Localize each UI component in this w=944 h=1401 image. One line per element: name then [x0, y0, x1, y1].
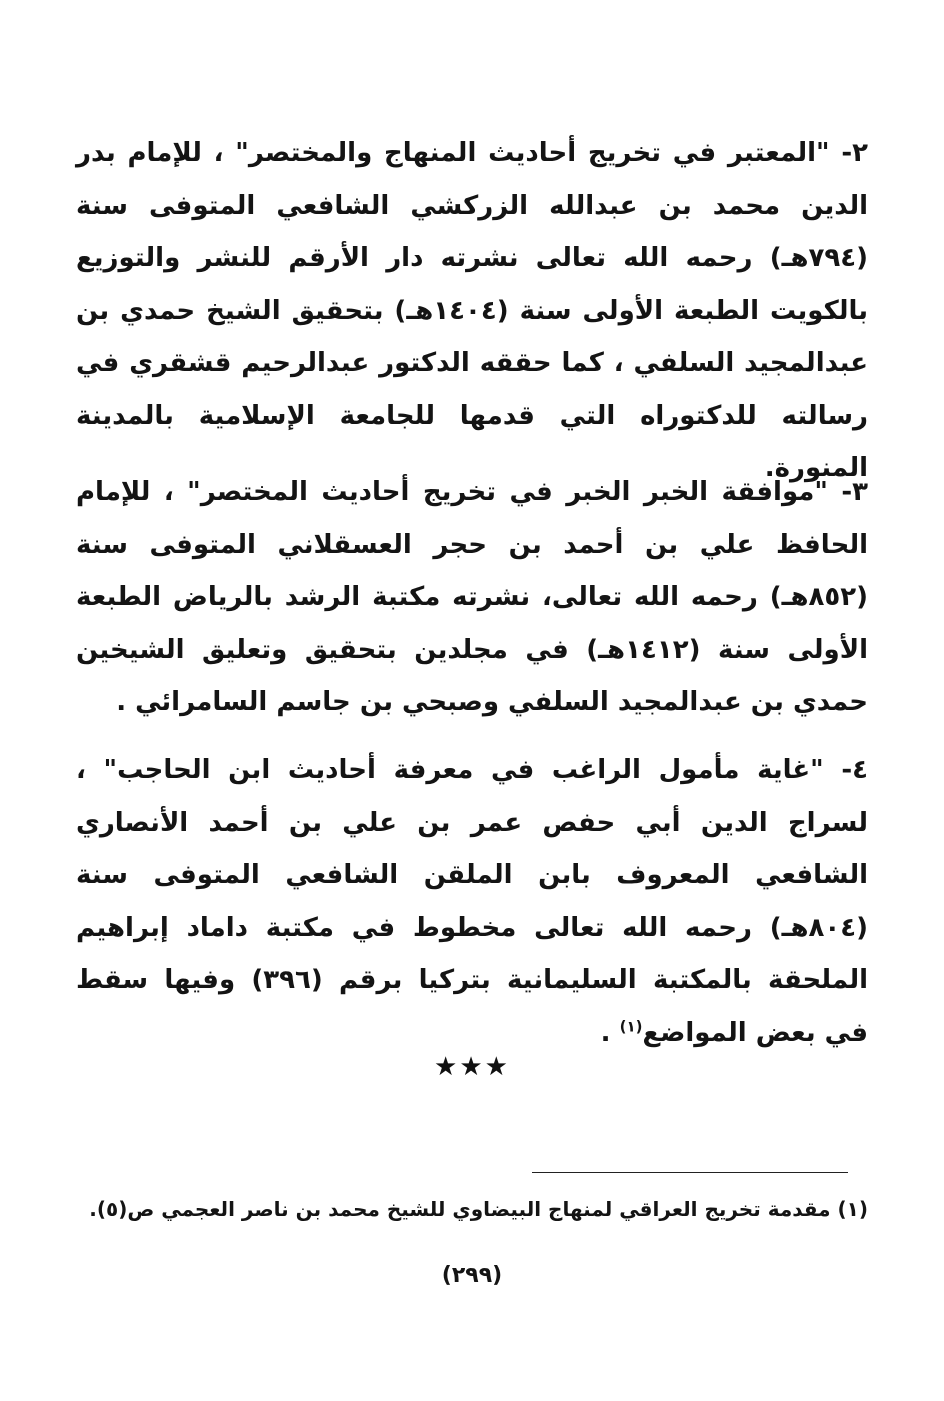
page-number: (٢٩٩) [441, 1263, 503, 1288]
footnote-text: (١) مقدمة تخريج العراقي لمنهاج البيضاوي للشيخ محمد بن ناصر العجمي ص(٥). [89, 1197, 868, 1221]
paragraph-item-4-tail: . [600, 1017, 620, 1048]
paragraph-item-2-text: ٢- "المعتبر في تخريج أحاديث المنهاج والمختصر" ، للإمام بدر الدين محمد بن عبدالله الزركشي الشافعي المتوفى سنة (٧٩٤هـ) رحمه الله تعالى نشرته دار الأرقم للنشر والتوزيع بالكويت الطبعة الأولى سنة (١٤٠٤هـ) بتحقيق الشيخ حمدي بن عبدالمجيد السلفي ، كما حققه الدكتور عبدالرحيم قشقري في رسالته للدكتوراه التي قدمها للجامعة الإسلامية بالمدينة المنورة. [76, 138, 868, 483]
paragraph-item-4 [76, 744, 868, 1059]
footnote-divider [532, 1172, 848, 1173]
footnote-reference: (١) [619, 1016, 643, 1035]
paragraph-item-4-text: ٤- "غاية مأمول الراغب في معرفة أحاديث ابن الحاجب" ، لسراج الدين أبي حفص عمر بن علي بن أحمد الأنصاري الشافعي المعروف بابن الملقن الشافعي المتوفى سنة (٨٠٤هـ) رحمه الله تعالى مخطوط في مكتبة داماد إبراهيم الملحقة بالمكتبة السليمانية بتركيا برقم (٣٩٦) وفيها سقط في بعض المواضع [76, 755, 868, 1048]
paragraph-item-3-text: ٣- "موافقة الخبر الخبر في تخريج أحاديث المختصر" ، للإمام الحافظ علي بن أحمد بن حجر العسقلاني المتوفى سنة (٨٥٢هـ) رحمه الله تعالى، نشرته مكتبة الرشد بالرياض الطبعة الأولى سنة (١٤١٢هـ) في مجلدين بتحقيق وتعليق الشيخين حمدي بن عبدالمجيد السلفي وصبحي بن جاسم السامرائي . [76, 477, 868, 717]
paragraph-item-3 [76, 466, 868, 729]
section-separator-stars: ★★★ [434, 1052, 510, 1082]
paragraph-item-2 [76, 127, 868, 495]
